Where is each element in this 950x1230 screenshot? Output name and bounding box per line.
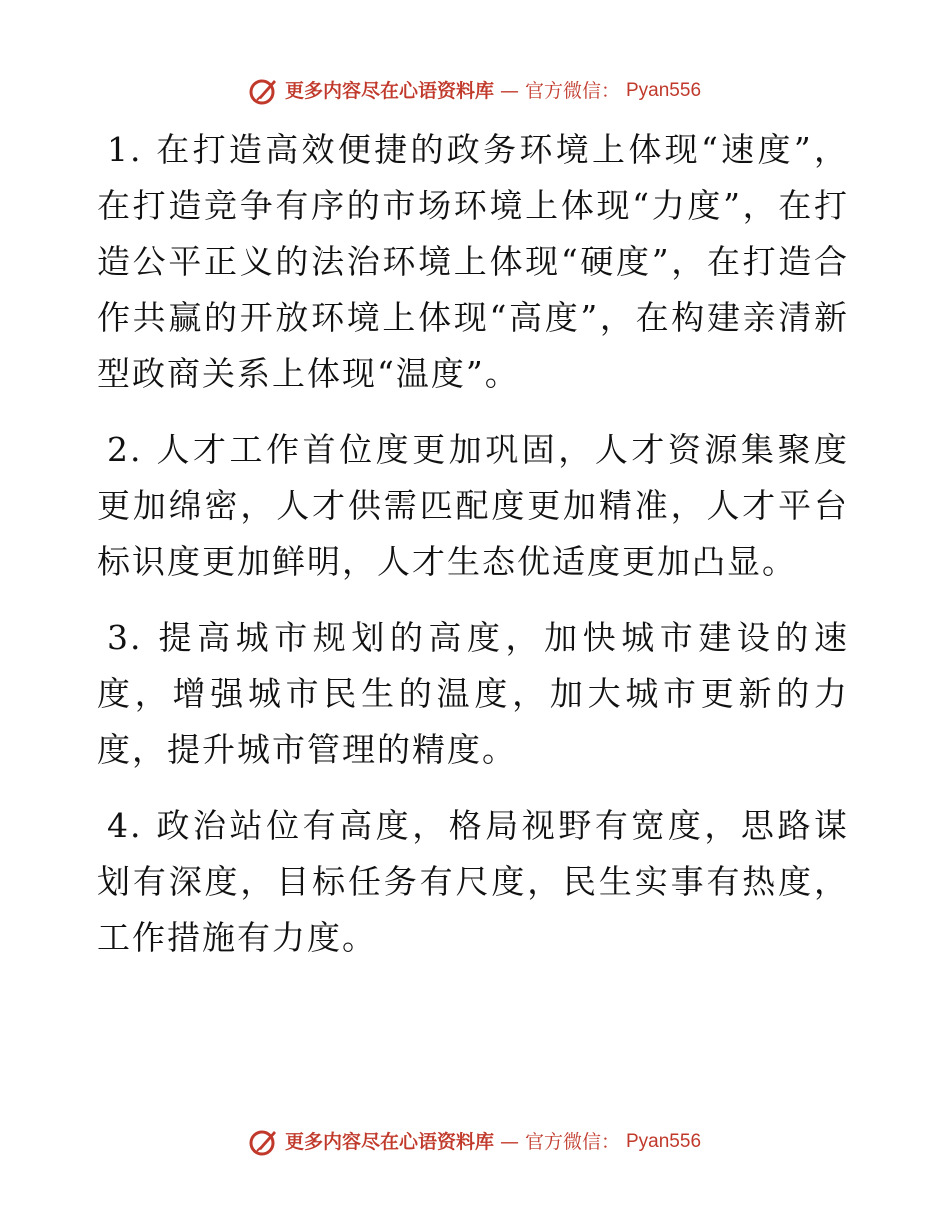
- footer-separator: —: [499, 1131, 519, 1153]
- footer-wechat-account: Pyan556: [626, 1131, 702, 1152]
- header-wechat-label: 官方微信：: [524, 80, 620, 102]
- feather-seal-icon: [249, 1127, 279, 1157]
- header-site-text: 更多内容尽在心语资料库: [284, 80, 494, 102]
- footer-banner: [0, 1127, 950, 1157]
- feather-seal-icon: [249, 76, 279, 106]
- paragraph-2: 2. 人才工作首位度更加巩固，人才资源集聚度更加绵密，人才供需匹配度更加精准，人才平台标识度更加鲜明，人才生态优适度更加凸显。: [97, 430, 849, 581]
- paragraph-3: 3. 提高城市规划的高度，加快城市建设的速度，增强城市民生的温度，加大城市更新的力度，提升城市管理的精度。: [97, 618, 849, 769]
- footer-site-text: 更多内容尽在心语资料库: [284, 1131, 494, 1153]
- header-separator: —: [499, 80, 519, 102]
- footer-wechat-label: 官方微信：: [524, 1131, 620, 1153]
- header-banner: [0, 76, 950, 106]
- paragraph-4: 4. 政治站位有高度，格局视野有宽度，思路谋划有深度，目标任务有尺度，民生实事有热度，工作措施有力度。: [97, 806, 849, 957]
- header-wechat-account: Pyan556: [626, 80, 702, 101]
- paragraph-1: 1. 在打造高效便捷的政务环境上体现“速度”，在打造竞争有序的市场环境上体现“力度”，在打造公平正义的法治环境上体现“硬度”，在打造合作共赢的开放环境上体现“高度”，在构建亲清新型政商关系上体现“温度”。: [97, 130, 849, 393]
- document-body: [97, 122, 849, 986]
